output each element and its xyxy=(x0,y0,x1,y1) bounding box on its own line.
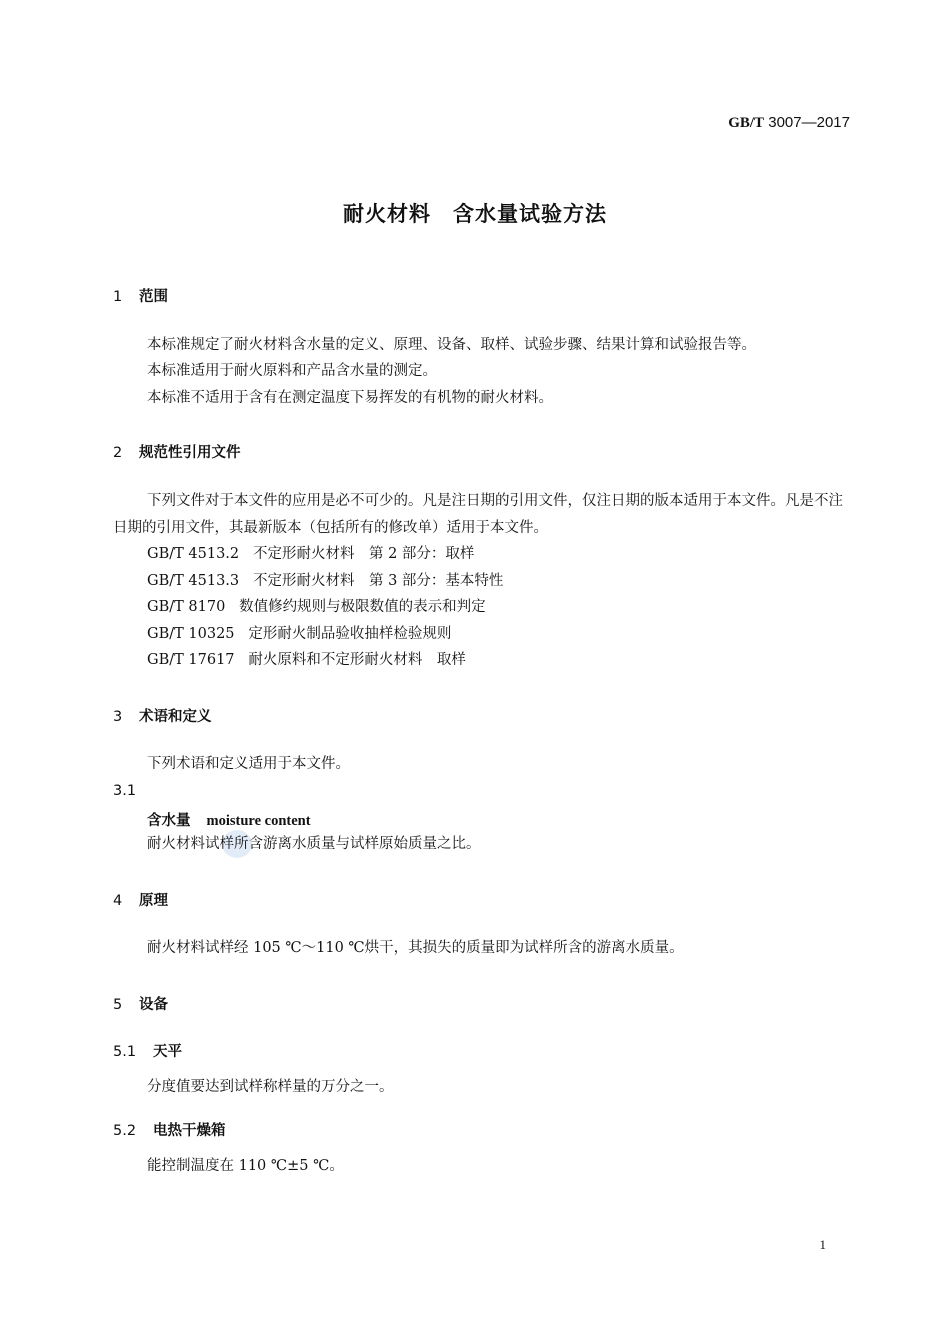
reference-code: GB/T 10325 xyxy=(147,626,235,642)
subsection-title: 电热干燥箱 xyxy=(153,1123,226,1139)
section-number: 2 xyxy=(113,445,123,461)
reference-item xyxy=(147,568,503,595)
paragraph: 本标准不适用于含有在测定温度下易挥发的有机物的耐火材料。 xyxy=(147,390,553,406)
standard-prefix: GB/T xyxy=(728,115,765,131)
term-english: moisture content xyxy=(206,813,311,829)
section-title: 规范性引用文件 xyxy=(139,445,241,461)
reference-item xyxy=(147,647,466,674)
paragraph: 能控制温度在 110 ℃±5 ℃。 xyxy=(147,1158,344,1174)
paragraph: 下列文件对于本文件的应用是必不可少的。凡是注日期的引用文件，仅注日期的版本适用于本文件。凡是不注日期的引用文件，其最新版本（包括所有的修改单）适用于本文件。 xyxy=(113,493,843,536)
section-number: 4 xyxy=(113,893,123,909)
reference-title: 不定形耐火材料 第 3 部分：基本特性 xyxy=(252,573,504,589)
subsection-5-2-heading xyxy=(113,1119,226,1140)
reference-code: GB/T 8170 xyxy=(147,599,226,615)
page-title: 耐火材料 含水量试验方法 xyxy=(343,202,607,226)
section-number: 5 xyxy=(113,997,123,1013)
paragraph: 本标准适用于耐火原料和产品含水量的测定。 xyxy=(147,363,437,379)
paragraph: 下列术语和定义适用于本文件。 xyxy=(147,756,350,772)
subsection-5-1-heading xyxy=(113,1040,182,1061)
paragraph: 耐火材料试样经 105 ℃～110 ℃烘干，其损失的质量即为试样所含的游离水质量。 xyxy=(147,940,684,956)
section-title: 术语和定义 xyxy=(139,709,212,725)
reference-title: 定形耐火制品验收抽样检验规则 xyxy=(248,626,452,642)
section-3-heading xyxy=(113,705,212,726)
standard-number xyxy=(728,114,850,132)
subsection-number: 5.1 xyxy=(113,1044,137,1060)
term-entry xyxy=(147,809,311,830)
section-5-heading xyxy=(113,993,168,1014)
subsection-number: 5.2 xyxy=(113,1123,137,1139)
section-title: 设备 xyxy=(139,997,168,1013)
section-number: 1 xyxy=(113,289,123,305)
reference-code: GB/T 17617 xyxy=(147,652,235,668)
section-4-heading xyxy=(113,889,168,910)
reference-item xyxy=(147,594,486,621)
term-number: 3.1 xyxy=(113,783,137,799)
paragraph: 本标准规定了耐火材料含水量的定义、原理、设备、取样、试验步骤、结果计算和试验报告等。 xyxy=(147,337,756,353)
section-title: 原理 xyxy=(139,893,168,909)
reference-title: 数值修约规则与极限数值的表示和判定 xyxy=(239,599,486,615)
paragraph: 分度值要达到试样称样量的万分之一。 xyxy=(147,1079,394,1095)
reference-code: GB/T 4513.3 xyxy=(147,573,240,589)
term-chinese: 含水量 xyxy=(147,813,191,829)
definition: 耐火材料试样所含游离水质量与试样原始质量之比。 xyxy=(147,836,481,852)
section-number: 3 xyxy=(113,709,123,725)
standard-code: 3007—2017 xyxy=(768,114,850,131)
section-title: 范围 xyxy=(139,289,168,305)
reference-title: 耐火原料和不定形耐火材料 取样 xyxy=(248,652,466,668)
section-1-heading xyxy=(113,285,168,306)
reference-code: GB/T 4513.2 xyxy=(147,546,240,562)
reference-item xyxy=(147,541,474,568)
reference-title: 不定形耐火材料 第 2 部分：取样 xyxy=(252,546,475,562)
page-number: 1 xyxy=(819,1237,826,1252)
reference-item xyxy=(147,621,451,648)
subsection-title: 天平 xyxy=(153,1044,182,1060)
section-2-heading xyxy=(113,441,241,462)
